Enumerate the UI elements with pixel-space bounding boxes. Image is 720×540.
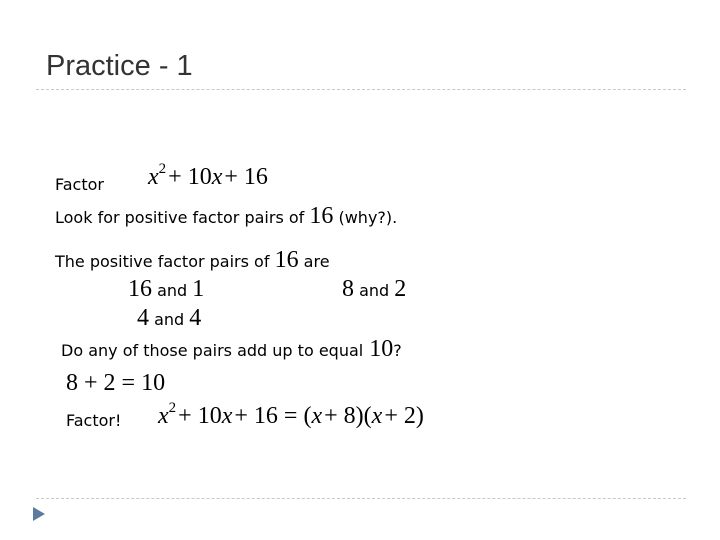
expr-var-x: x xyxy=(148,164,159,190)
final-middle: + 10 xyxy=(178,403,222,429)
final-var-x2: x xyxy=(221,403,233,429)
final-factor-1: + 8)( xyxy=(324,403,372,429)
instruction-line xyxy=(55,203,397,230)
pair-b: 2 xyxy=(394,276,407,302)
quadratic-expression xyxy=(148,161,268,191)
expr-middle-coefficient: + 10 xyxy=(168,164,212,190)
question-text: Do any of those pairs add up to equal xyxy=(61,341,364,360)
sum-equation: 8 + 2 = 10 xyxy=(66,370,166,396)
title-divider xyxy=(36,89,686,90)
pair-and: and xyxy=(157,281,188,300)
instruction-number: 16 xyxy=(309,203,334,229)
factor-label: Factor xyxy=(55,175,104,194)
final-var-x: x xyxy=(158,403,169,429)
factor-pair xyxy=(342,276,406,303)
pair-a: 8 xyxy=(342,276,354,302)
pair-and: and xyxy=(359,281,390,300)
final-factor-2: + 2) xyxy=(384,403,424,429)
pairs-intro-after: are xyxy=(303,252,330,271)
expr-constant: + 16 xyxy=(224,164,268,190)
final-var-x3: x xyxy=(311,403,323,429)
question-mark: ? xyxy=(393,341,402,360)
factor-pair xyxy=(128,276,204,303)
final-exponent: 2 xyxy=(168,400,177,416)
footer-divider xyxy=(36,498,686,499)
pairs-intro-number: 16 xyxy=(274,247,299,273)
pair-a: 16 xyxy=(128,276,152,302)
final-equals: + 16 = ( xyxy=(234,403,312,429)
pairs-intro-text: The positive factor pairs of xyxy=(55,252,270,271)
question-line xyxy=(61,336,402,363)
slide-title: Practice - 1 xyxy=(46,50,193,82)
pair-b: 1 xyxy=(192,276,205,302)
pair-a: 4 xyxy=(137,305,149,331)
question-number: 10 xyxy=(369,336,394,362)
pairs-intro-line xyxy=(55,247,330,274)
instruction-text: Look for positive factor pairs of xyxy=(55,208,305,227)
final-var-x4: x xyxy=(371,403,383,429)
pair-and: and xyxy=(154,310,185,329)
instruction-why: (why?). xyxy=(338,208,398,227)
pair-b: 4 xyxy=(189,305,202,331)
factor-pair xyxy=(137,305,201,332)
next-slide-arrow-icon[interactable] xyxy=(33,507,45,521)
expr-var-x2: x xyxy=(211,164,223,190)
expr-exponent: 2 xyxy=(158,161,167,177)
factor-result-label: Factor! xyxy=(66,411,122,430)
factored-equation xyxy=(158,400,424,430)
